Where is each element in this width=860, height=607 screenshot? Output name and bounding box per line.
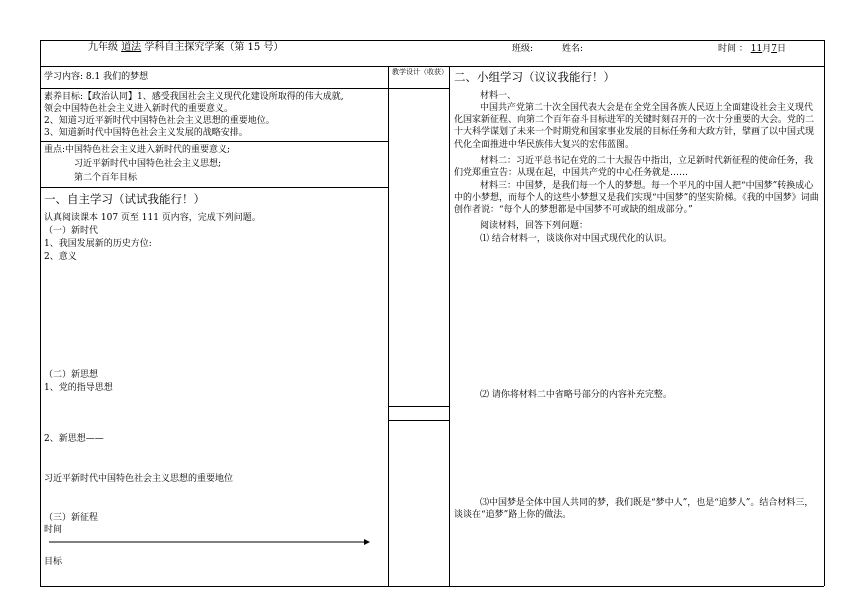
grade-text: 九年级 (88, 42, 118, 53)
date-field (718, 43, 786, 55)
key-point-2: 习近平新时代中国特色社会主义思想; (74, 159, 222, 169)
section-1-title: （一）新时代 (44, 226, 99, 236)
content-label: 学习内容: 8.1 我们的梦想 (44, 72, 149, 82)
name-label: 姓名: (562, 44, 584, 54)
section-2-item-1: 1、党的指导思想 (44, 383, 113, 393)
goal-line-3: 2、知道习近平新时代中国特色社会主义思想的重要地位。 (44, 116, 275, 126)
section-3-time: 时间 (44, 525, 63, 535)
question-1: ⑴ 结合材料一，谈谈你对中国式现代化的认识。 (480, 234, 672, 244)
reading-instruction: 认真阅读课本 107 页至 111 页内容，完成下列问题。 (44, 213, 261, 223)
title-suffix: 学科自主探究学案（第 15 号） (144, 42, 284, 53)
reading-prompt: 阅读材料，回答下列问题： (480, 221, 589, 231)
month-unit: 月 (762, 44, 772, 54)
section-2-item-2: 2、新思想—— (44, 434, 104, 444)
material-1-text: 中国共产党第二十次全国代表大会是在全党全国各族人民迈上全面建设社会主义现代化国家新征程、向第二个百年奋斗目标进军的关键时刻召开的一次十分重要的大会。党的二十大科学谋划了未来一个时期党和国家事业发展的目标任务和大政方针，擘画了以中国式现代化全面推进中华民族伟大复兴的宏伟蓝图。 (454, 103, 815, 150)
subject-text: 道法 (121, 42, 142, 53)
key-point-3: 第二个百年目标 (74, 173, 138, 183)
goal-line-2: 领会中国特色社会主义进入新时代的重要意义。 (44, 104, 234, 114)
question-3: ⑶中国梦是全体中国人共同的梦，我们既是“梦中人”，也是“追梦人”。结合材料三，谈谈在“追梦”路上你的做法。 (454, 498, 814, 521)
group-study-title: 二、小组学习（议议我能行！） (454, 70, 615, 84)
section-1-item-2: 2、意义 (44, 252, 77, 262)
time-label: 时间 ： (718, 44, 748, 54)
design-label: 教学设计（收获） (392, 68, 448, 76)
question-2: ⑵ 请你将材料二中省略号部分的内容补充完整。 (480, 390, 672, 400)
section-2-title: （二）新思想 (44, 370, 99, 380)
section-2-item-3: 习近平新时代中国特色社会主义思想的重要地位 (44, 474, 234, 484)
material-2-text: 材料二：习近平总书记在党的二十大报告中指出，立足新时代新征程的使命任务，我们党郑重宣告：从现在起，中国共产党的中心任务就是…… (454, 156, 814, 179)
header-title (88, 42, 283, 54)
day-unit: 日 (776, 44, 786, 54)
timeline-arrow (48, 537, 372, 547)
self-study-title: 一、自主学习（试试我能行！） (44, 192, 205, 206)
section-3-title: （三）新征程 (44, 513, 99, 523)
material-1-label: 材料一、 (480, 91, 517, 101)
day-value: 7 (771, 44, 777, 54)
section-3-goal: 目标 (44, 557, 63, 567)
goal-line-1: 素养目标:【政治认同】1、感受我国社会主义现代化建设所取得的伟大成就, (44, 92, 344, 102)
month-value: 11 (750, 44, 763, 54)
key-point-1: 重点:中国特色社会主义进入新时代的重要意义; (44, 145, 231, 155)
section-1-item-1: 1、我国发展新的历史方位: (44, 239, 152, 249)
class-label: 班级: (512, 44, 534, 54)
material-3-text: 材料三：中国梦，是我们每一个人的梦想。每一个平凡的中国人把“中国梦”转换成心中的小梦想，而每个人的这些小梦想又是我们实现“中国梦”的坚实阶梯。《我的中国梦》词曲创作者说：“每个人的梦想都是中国梦不可或缺的组成部分。” (454, 181, 819, 216)
goal-line-4: 3、知道新时代中国特色社会主义发展的战略安排。 (44, 128, 248, 138)
